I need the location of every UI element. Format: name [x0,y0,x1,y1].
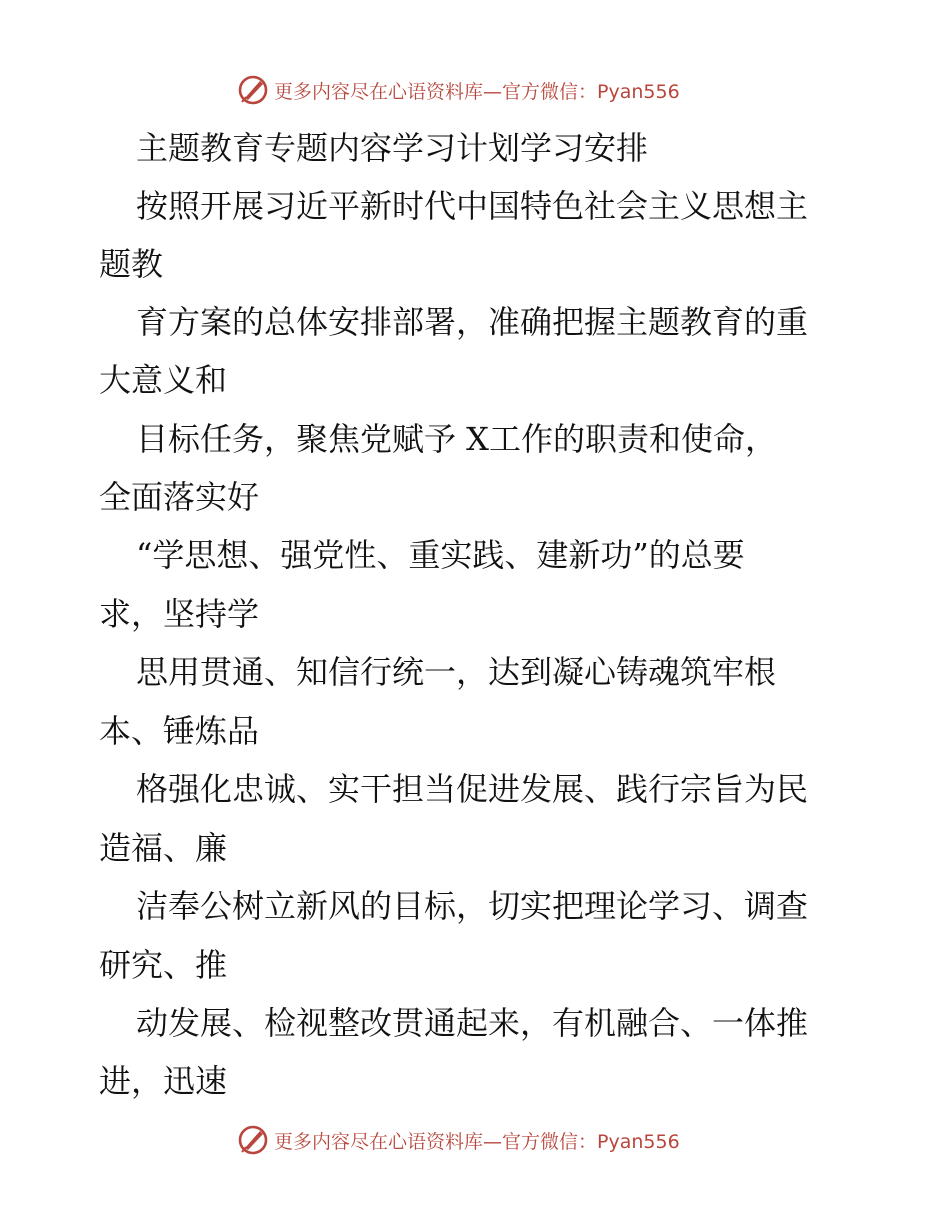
paragraph-line: 进，迅速 [99,1062,228,1100]
paragraph-line: 洁奉公树立新风的目标，切实把理论学习、调查 [136,887,809,925]
quill-pen-logo-icon [236,1123,270,1157]
paragraph-line: 题教 [99,245,164,283]
paragraph-line: 大意义和 [99,361,228,399]
watermark-text: 更多内容尽在心语资料库—官方微信：Pyan556 [274,1130,680,1153]
paragraph-line: 全面落实好 [99,478,260,516]
paragraph-line: 育方案的总体安排部署，准确把握主题教育的重 [136,303,809,341]
paragraph-line: 思用贯通、知信行统一，达到凝心铸魂筑牢根 [136,653,777,691]
paragraph-line: “学思想、强党性、重实践、建新功”的总要 [136,536,745,574]
paragraph-line: 造福、廉 [99,829,228,867]
paragraph-line: 格强化忠诚、实干担当促进发展、践行宗旨为民 [136,770,809,808]
paragraph-line: 求，坚持学 [99,595,260,633]
paragraph-line: 本、锤炼品 [99,712,260,750]
watermark-text: 更多内容尽在心语资料库—官方微信：Pyan556 [274,80,680,103]
paragraph-line: 目标任务，聚焦党赋予 X工作的职责和使命， [136,420,777,458]
paragraph-line: 动发展、检视整改贯通起来，有机融合、一体推 [136,1004,809,1042]
paragraph-line: 研究、推 [99,946,228,984]
footer-watermark [236,1123,680,1157]
paragraph-line: 按照开展习近平新时代中国特色社会主义思想主 [136,187,809,225]
document-title: 主题教育专题内容学习计划学习安排 [136,129,649,167]
